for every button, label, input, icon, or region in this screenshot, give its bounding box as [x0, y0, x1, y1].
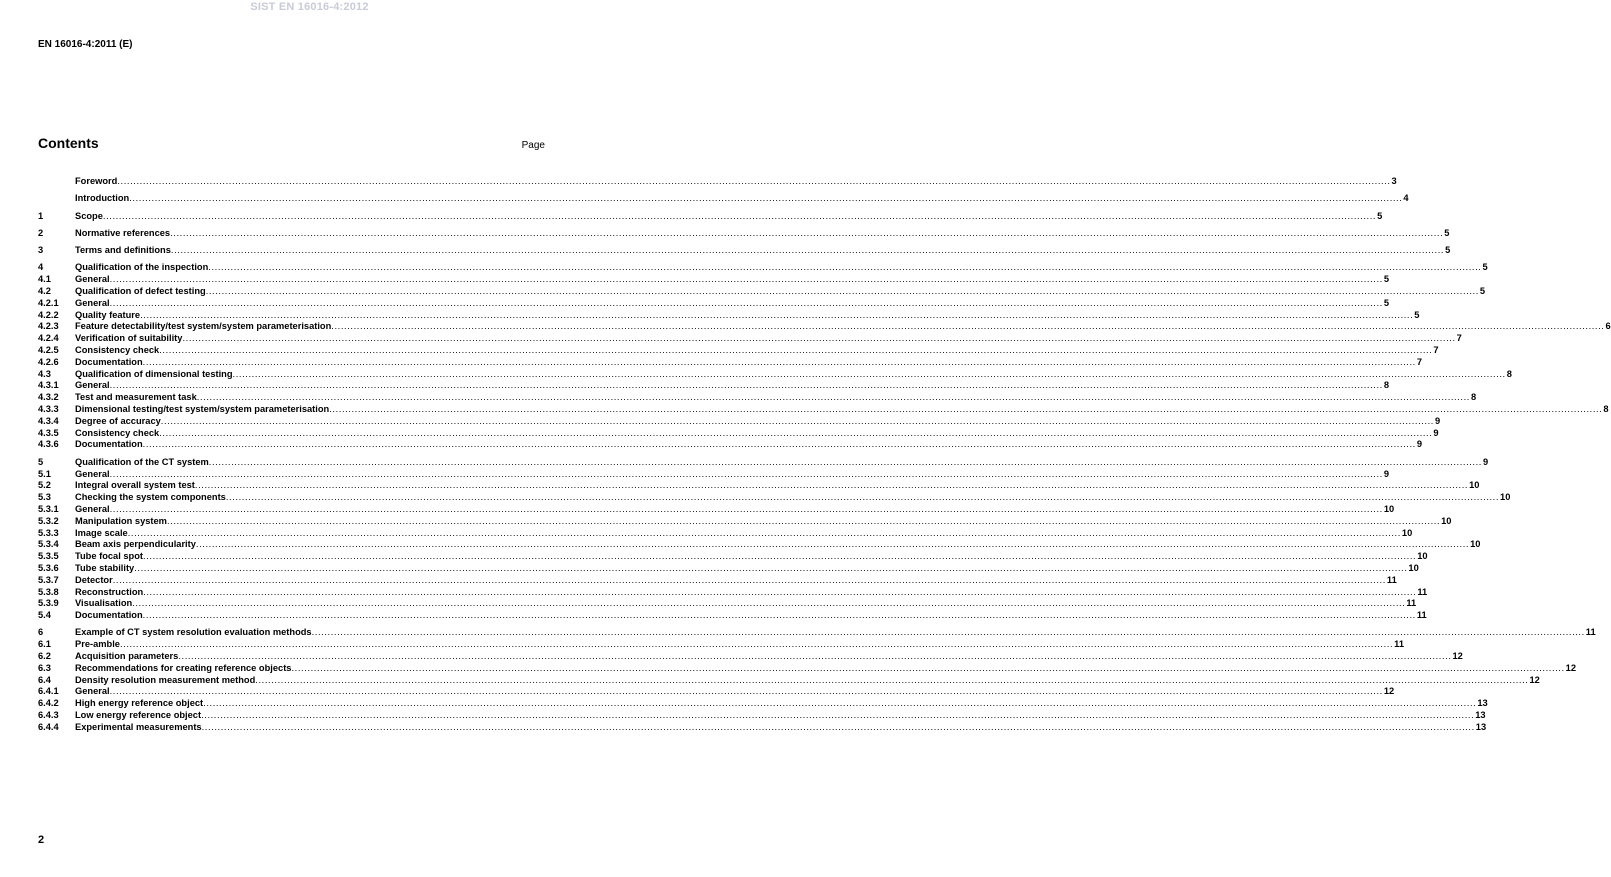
toc-entry[interactable]	[38, 427, 1439, 440]
toc-entry-title: Dimensional testing/test system/system parameterisation	[75, 404, 330, 415]
toc-entry-number: 5	[38, 456, 44, 467]
toc-entry[interactable]	[38, 227, 1450, 240]
toc-entry[interactable]	[38, 297, 1389, 310]
toc-entry-page: 10	[1441, 515, 1452, 526]
toc-entry-title: Low energy reference object	[75, 709, 202, 720]
toc-entry-title: Terms and definitions	[75, 245, 171, 256]
toc-entry-page: 5	[1479, 286, 1486, 297]
toc-entry-number: 6.4.4	[38, 721, 59, 732]
toc-entry-page: 10	[1417, 551, 1428, 562]
toc-entry-title: Tube focal spot	[75, 551, 144, 562]
toc-dot-leader: ................................................................................................................................................................................................................................................................................................................................................................................................................	[160, 415, 1434, 426]
toc-entry-title: General	[75, 468, 110, 479]
toc-entry-number: 4.2.1	[38, 297, 59, 308]
toc-dot-leader: ................................................................................................................................................................................................................................................................................................................................................................................................................	[109, 274, 1383, 285]
toc-dot-leader: ................................................................................................................................................................................................................................................................................................................................................................................................................	[201, 721, 1475, 732]
toc-entry[interactable]	[38, 598, 1417, 610]
toc-dot-leader: ................................................................................................................................................................................................................................................................................................................................................................................................................	[109, 503, 1383, 514]
toc-entry-page: 10	[1383, 503, 1395, 514]
toc-entry-number: 4.3.5	[38, 427, 59, 438]
toc-dot-leader: ................................................................................................................................................................................................................................................................................................................................................................................................................	[129, 193, 1403, 204]
toc-entry[interactable]	[38, 610, 1427, 622]
toc-dot-leader: ................................................................................................................................................................................................................................................................................................................................................................................................................	[195, 539, 1470, 550]
toc-entry-number: 5.2	[38, 480, 51, 491]
toc-entry-page: 6	[1605, 321, 1611, 332]
toc-dot-leader: ................................................................................................................................................................................................................................................................................................................................................................................................................	[205, 286, 1479, 297]
toc-entry-title: Density resolution measurement method	[75, 674, 256, 685]
toc-entry-title: Consistency check	[75, 345, 160, 356]
toc-entry-page: 5	[1383, 274, 1389, 285]
toc-entry-number: 2	[38, 227, 44, 238]
toc-entry-title: General	[75, 380, 110, 391]
toc-entry-page: 7	[1433, 345, 1439, 356]
toc-entry-title: Test and measurement task	[75, 392, 197, 403]
toc-entry-title: Recommendations for creating reference objects	[75, 662, 292, 673]
toc-entry-page: 8	[1506, 368, 1512, 379]
toc-entry-title: Reconstruction	[75, 586, 144, 597]
toc-entry-number: 4.3.1	[38, 380, 59, 391]
toc-entry-title: Qualification of defect testing	[75, 286, 206, 297]
toc-entry-page: 11	[1406, 598, 1417, 609]
toc-entry-title: Normative references	[75, 227, 171, 238]
toc-entry-page: 5	[1445, 245, 1451, 256]
toc-entry-title: General	[75, 686, 110, 697]
toc-dot-leader: ................................................................................................................................................................................................................................................................................................................................................................................................................	[208, 262, 1482, 273]
toc-entry-title: Quality feature	[75, 309, 141, 320]
toc-entry[interactable]	[38, 392, 1477, 404]
toc-entry-title: Consistency check	[75, 427, 160, 438]
toc-entry-number: 6.2	[38, 650, 51, 661]
toc-entry-number: 4	[38, 262, 44, 273]
watermark: SIST EN 16016-4:2012	[250, 1, 369, 13]
toc-entry-page: 13	[1477, 698, 1488, 709]
toc-entry-number: 6.4.2	[38, 698, 59, 709]
toc-entry-page: 7	[1416, 356, 1423, 367]
toc-entry-title: General	[75, 274, 110, 285]
toc-entry-title: General	[75, 503, 110, 514]
toc-entry[interactable]	[38, 639, 1404, 651]
toc-entry-number: 4.3.4	[38, 415, 59, 426]
toc-dot-leader: ................................................................................................................................................................................................................................................................................................................................................................................................................	[119, 639, 1394, 650]
toc-entry[interactable]	[38, 274, 1389, 286]
toc-entry[interactable]	[38, 415, 1441, 428]
toc-entry[interactable]	[38, 721, 1487, 734]
toc-entry-number: 5.3.6	[38, 562, 59, 573]
toc-entry[interactable]	[38, 356, 1423, 369]
toc-entry-page: 9	[1434, 415, 1441, 426]
toc-entry-title: Qualification of the CT system	[75, 456, 209, 467]
toc-entry[interactable]	[38, 245, 1451, 257]
toc-entry-page: 10	[1401, 527, 1413, 538]
toc-entry-title: Documentation	[75, 610, 143, 621]
toc-entry[interactable]	[38, 456, 1489, 469]
toc-entry-title: Introduction	[75, 193, 130, 204]
toc-dot-leader: ................................................................................................................................................................................................................................................................................................................................................................................................................	[166, 515, 1441, 526]
page-column-label: Page	[521, 140, 545, 151]
toc-dot-leader: ................................................................................................................................................................................................................................................................................................................................................................................................................	[225, 492, 1500, 503]
footer-page-number: 2	[38, 834, 45, 846]
toc-entry[interactable]	[38, 286, 1486, 298]
toc-entry-page: 8	[1603, 404, 1609, 415]
toc-entry-page: 8	[1470, 392, 1477, 403]
toc-dot-leader: ................................................................................................................................................................................................................................................................................................................................................................................................................	[208, 456, 1482, 467]
toc-entry-title: General	[75, 297, 110, 308]
toc-entry-number: 4.2.4	[38, 333, 59, 344]
toc-dot-leader: ................................................................................................................................................................................................................................................................................................................................................................................................................	[142, 356, 1416, 367]
toc-entry-page: 11	[1416, 610, 1427, 621]
toc-dot-leader: ................................................................................................................................................................................................................................................................................................................................................................................................................	[331, 321, 1605, 332]
toc-dot-leader: ................................................................................................................................................................................................................................................................................................................................................................................................................	[102, 210, 1377, 221]
toc-entry-title: Detector	[75, 574, 113, 585]
toc-dot-leader: ................................................................................................................................................................................................................................................................................................................................................................................................................	[109, 468, 1383, 479]
toc-entry-page: 8	[1383, 380, 1389, 391]
toc-entry[interactable]	[38, 515, 1452, 528]
toc-entry-page: 7	[1456, 333, 1462, 344]
contents-heading: Contents	[38, 135, 99, 151]
toc-entry-title: Documentation	[75, 439, 143, 450]
toc-entry-title: Tube stability	[75, 562, 135, 573]
toc-entry-title: Image scale	[75, 527, 128, 538]
toc-entry[interactable]	[38, 492, 1511, 504]
toc-dot-leader: ................................................................................................................................................................................................................................................................................................................................................................................................................	[112, 574, 1386, 585]
toc-entry-page: 10	[1469, 480, 1480, 491]
toc-entry-number: 6.1	[38, 639, 51, 650]
toc-entry-number: 3	[38, 245, 44, 256]
toc-entry-title: Scope	[75, 210, 103, 221]
toc-entry-title: Acquisition parameters	[75, 650, 179, 661]
toc-entry[interactable]	[38, 468, 1389, 481]
toc-entry[interactable]	[38, 480, 1480, 492]
toc-dot-leader: ................................................................................................................................................................................................................................................................................................................................................................................................................	[132, 598, 1406, 609]
toc-entry[interactable]	[38, 309, 1420, 322]
toc-entry[interactable]	[38, 686, 1395, 698]
toc-dot-leader: ................................................................................................................................................................................................................................................................................................................................................................................................................	[201, 709, 1475, 720]
toc-dot-leader: ................................................................................................................................................................................................................................................................................................................................................................................................................	[255, 674, 1529, 685]
toc-entry[interactable]	[38, 551, 1428, 563]
toc-entry[interactable]	[38, 176, 1397, 188]
toc-entry[interactable]	[38, 262, 1488, 274]
toc-entry[interactable]	[38, 709, 1486, 722]
toc-entry-page: 5	[1383, 297, 1389, 308]
toc-entry[interactable]	[38, 345, 1439, 357]
toc-dot-leader: ................................................................................................................................................................................................................................................................................................................................................................................................................	[143, 586, 1417, 597]
toc-entry-page: 5	[1377, 210, 1383, 221]
toc-entry[interactable]	[38, 503, 1395, 516]
toc-entry-number: 1	[38, 210, 44, 221]
toc-entry[interactable]	[38, 210, 1383, 223]
toc-entry-page: 12	[1565, 662, 1577, 673]
toc-entry[interactable]	[38, 674, 1540, 687]
toc-dot-leader: ................................................................................................................................................................................................................................................................................................................................................................................................................	[203, 698, 1477, 709]
toc-entry-number: 5.3.5	[38, 551, 59, 562]
toc-entry-page: 12	[1529, 674, 1540, 685]
toc-entry-number: 5.3.8	[38, 586, 59, 597]
toc-entry-page: 10	[1500, 492, 1511, 503]
toc-dot-leader: ................................................................................................................................................................................................................................................................................................................................................................................................................	[232, 368, 1506, 379]
toc-entry-page: 9	[1383, 468, 1389, 479]
toc-entry[interactable]	[38, 574, 1397, 587]
toc-dot-leader: ................................................................................................................................................................................................................................................................................................................................................................................................................	[194, 480, 1469, 491]
toc-dot-leader: ................................................................................................................................................................................................................................................................................................................................................................................................................	[109, 686, 1383, 697]
toc-entry-number: 4.3.3	[38, 404, 59, 415]
toc-entry-title: Beam axis perpendicularity	[75, 539, 196, 550]
toc-entry-number: 6.4.1	[38, 686, 59, 697]
toc-entry-title: Experimental measurements	[75, 721, 202, 732]
toc-entry-page: 9	[1416, 439, 1423, 450]
toc-entry-page: 5	[1414, 309, 1420, 320]
toc-entry-title: High energy reference object	[75, 698, 204, 709]
toc-entry[interactable]	[38, 627, 1596, 639]
toc-entry-number: 4.1	[38, 274, 51, 285]
toc-dot-leader: ................................................................................................................................................................................................................................................................................................................................................................................................................	[109, 297, 1383, 308]
toc-entry-number: 5.3.4	[38, 539, 59, 550]
toc-dot-leader: ................................................................................................................................................................................................................................................................................................................................................................................................................	[143, 551, 1417, 562]
toc-entry-page: 9	[1433, 427, 1439, 438]
toc-entry-number: 5.3.3	[38, 527, 59, 538]
toc-entry-title: Documentation	[75, 356, 143, 367]
toc-entry[interactable]	[38, 650, 1463, 663]
toc-entry-title: Qualification of dimensional testing	[75, 368, 233, 379]
toc-entry-page: 11	[1394, 639, 1404, 650]
toc-entry[interactable]	[38, 193, 1409, 205]
toc-entry-page: 5	[1482, 262, 1488, 273]
toc-entry-title: Degree of accuracy	[75, 415, 161, 426]
toc-entry-number: 5.3	[38, 492, 51, 503]
toc-entry[interactable]	[38, 404, 1609, 416]
toc-dot-leader: ................................................................................................................................................................................................................................................................................................................................................................................................................	[142, 439, 1416, 450]
toc-dot-leader: ................................................................................................................................................................................................................................................................................................................................................................................................................	[109, 380, 1383, 391]
toc-entry-title: Qualification of the inspection	[75, 262, 209, 273]
toc-dot-leader: ................................................................................................................................................................................................................................................................................................................................................................................................................	[196, 392, 1470, 403]
toc-entry[interactable]	[38, 662, 1577, 675]
toc-entry-page: 3	[1391, 176, 1397, 186]
toc-entry-title: Manipulation system	[75, 515, 167, 526]
toc-dot-leader: ................................................................................................................................................................................................................................................................................................................................................................................................................	[291, 662, 1565, 673]
toc-entry-number: 4.2.3	[38, 321, 59, 332]
toc-entry[interactable]	[38, 527, 1413, 540]
toc-entry-page: 10	[1408, 562, 1419, 573]
toc-dot-leader: ................................................................................................................................................................................................................................................................................................................................................................................................................	[140, 309, 1414, 320]
toc-entry-title: Example of CT system resolution evaluation methods	[75, 627, 312, 638]
toc-entry-number: 4.3.6	[38, 439, 59, 450]
toc-entry[interactable]	[38, 380, 1389, 392]
toc-entry-page: 12	[1383, 686, 1395, 697]
toc-dot-leader: ................................................................................................................................................................................................................................................................................................................................................................................................................	[134, 562, 1408, 573]
toc-entry-number: 6.4	[38, 674, 51, 685]
toc-dot-leader: ................................................................................................................................................................................................................................................................................................................................................................................................................	[159, 345, 1433, 356]
toc-entry-title: Visualisation	[75, 598, 133, 609]
toc-entry-page: 11	[1585, 627, 1596, 638]
toc-entry-title: Integral overall system test	[75, 480, 195, 491]
toc-entry-number: 4.2.2	[38, 309, 59, 320]
toc-entry[interactable]	[38, 368, 1512, 381]
toc-entry-page: 12	[1452, 650, 1463, 661]
toc-entry-number: 4.2.5	[38, 345, 59, 356]
toc-entry[interactable]	[38, 539, 1481, 551]
toc-entry-page: 11	[1386, 574, 1397, 585]
toc-entry-number: 6.4.3	[38, 709, 59, 720]
toc-entry-page: 13	[1475, 709, 1486, 720]
toc-entry[interactable]	[38, 586, 1428, 599]
toc-entry-number: 6	[38, 627, 44, 638]
toc-entry[interactable]	[38, 439, 1423, 451]
toc-entry-page: 9	[1482, 456, 1489, 467]
toc-dot-leader: ................................................................................................................................................................................................................................................................................................................................................................................................................	[142, 610, 1416, 621]
toc-dot-leader: ................................................................................................................................................................................................................................................................................................................................................................................................................	[170, 245, 1445, 256]
document-id-header: EN 16016-4:2011 (E)	[38, 39, 133, 50]
toc-dot-leader: ................................................................................................................................................................................................................................................................................................................................................................................................................	[311, 627, 1585, 638]
toc-entry-number: 5.4	[38, 610, 51, 621]
toc-entry[interactable]	[38, 333, 1462, 345]
toc-dot-leader: ................................................................................................................................................................................................................................................................................................................................................................................................................	[127, 527, 1401, 538]
toc-dot-leader: ................................................................................................................................................................................................................................................................................................................................................................................................................	[170, 227, 1444, 238]
toc-entry-title: Foreword	[75, 176, 118, 186]
toc-entry-number: 5.3.1	[38, 503, 59, 514]
toc-entry-number: 4.2	[38, 286, 51, 297]
toc-entry-title: Verification of suitability	[75, 333, 183, 344]
toc-dot-leader: ................................................................................................................................................................................................................................................................................................................................................................................................................	[159, 427, 1433, 438]
toc-entry-number: 4.3	[38, 368, 51, 379]
toc-dot-leader: ................................................................................................................................................................................................................................................................................................................................................................................................................	[182, 333, 1456, 344]
toc-entry[interactable]	[38, 562, 1419, 575]
toc-entry-number: 5.1	[38, 468, 51, 479]
toc-entry-number: 4.3.2	[38, 392, 59, 403]
toc-entry-title: Checking the system components	[75, 492, 226, 503]
toc-entry-number: 5.3.7	[38, 574, 59, 585]
toc-entry-number: 5.3.9	[38, 598, 59, 609]
toc-entry-page: 13	[1475, 721, 1487, 732]
toc-entry-number: 6.3	[38, 662, 51, 673]
toc-entry[interactable]	[38, 698, 1488, 710]
toc-dot-leader: ................................................................................................................................................................................................................................................................................................................................................................................................................	[329, 404, 1603, 415]
toc-entry-page: 4	[1403, 193, 1409, 204]
toc-entry-title: Feature detectability/test system/system parameterisation	[75, 321, 332, 332]
toc-entry-page: 11	[1417, 586, 1428, 597]
toc-entry-number: 4.2.6	[38, 356, 59, 367]
toc-dot-leader: ................................................................................................................................................................................................................................................................................................................................................................................................................	[178, 650, 1452, 661]
toc-entry-page: 10	[1470, 539, 1481, 550]
toc-dot-leader: ................................................................................................................................................................................................................................................................................................................................................................................................................	[117, 176, 1391, 186]
table-of-contents	[38, 176, 1611, 734]
toc-entry[interactable]	[38, 321, 1611, 333]
toc-entry-title: Pre-amble	[75, 639, 120, 650]
toc-entry-page: 5	[1444, 227, 1450, 238]
toc-entry-number: 5.3.2	[38, 515, 59, 526]
